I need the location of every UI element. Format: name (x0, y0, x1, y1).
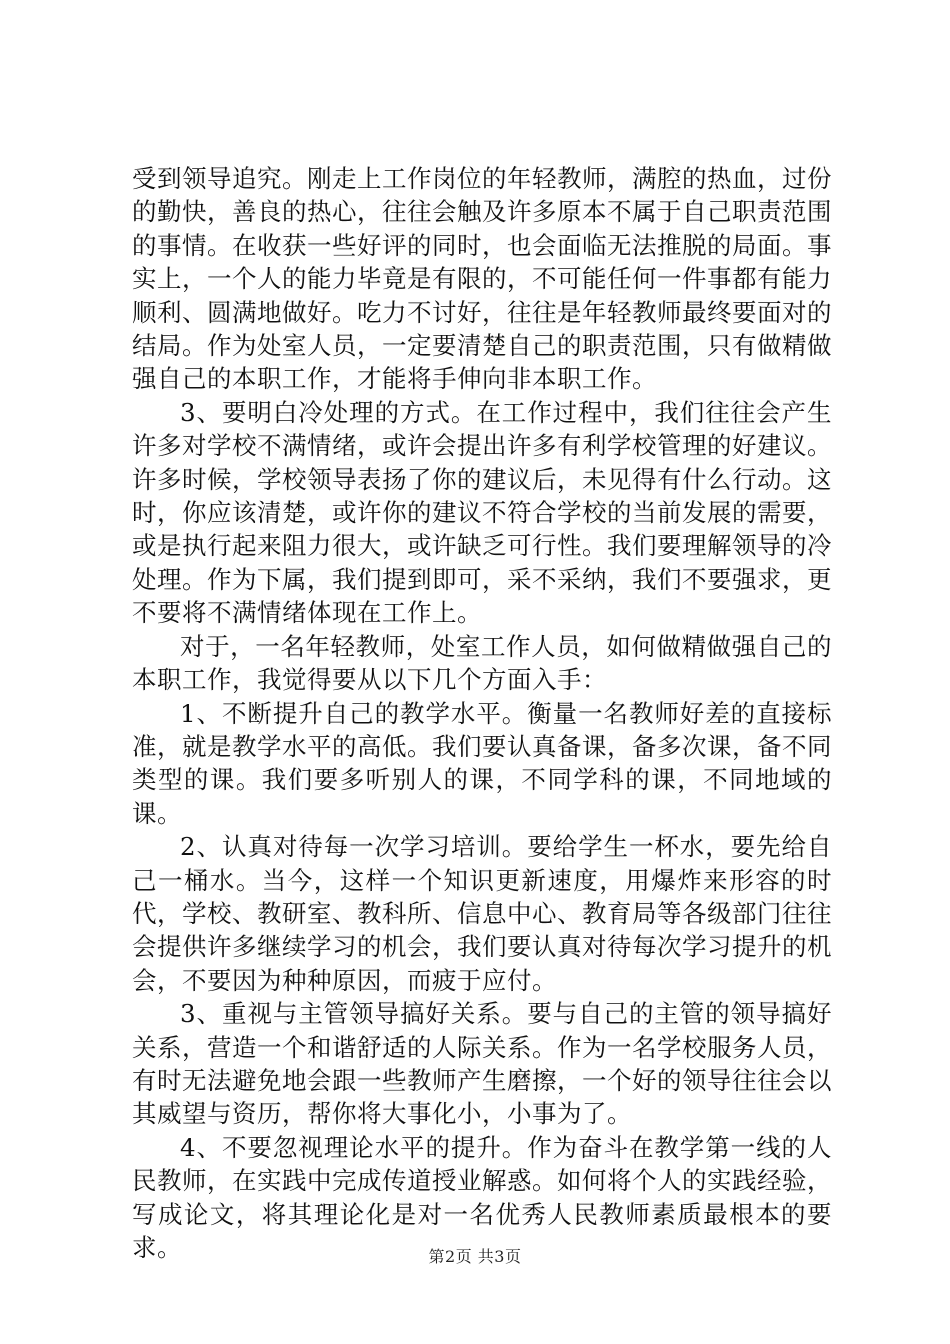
paragraph: 3、要明白冷处理的方式。在工作过程中，我们往往会产生许多对学校不满情绪，或许会提出许多有利学校管理的好建议。许多时候，学校领导表扬了你的建议后，未见得有什么行动。这时，你应该清楚，或许你的建议不符合学校的当前发展的需要，或是执行起来阻力很大，或许缺乏可行性。我们要理解领导的冷处理。作为下属，我们提到即可，采不采纳，我们不要强求，更不要将不满情绪体现在工作上。 (132, 397, 832, 628)
page-footer: 第2页 共3页 (428, 1247, 522, 1266)
document-body (132, 162, 832, 1264)
paragraph: 2、认真对待每一次学习培训。要给学生一杯水，要先给自己一桶水。当今，这样一个知识更新速度，用爆炸来形容的时代，学校、教研室、教科所、信息中心、教育局等各级部门往往会提供许多继续学习的机会，我们要认真对待每次学习提升的机会，不要因为种种原因，而疲于应付。 (132, 832, 832, 995)
paragraph: 4、不要忽视理论水平的提升。作为奋斗在教学第一线的人民教师，在实践中完成传道授业解惑。如何将个人的实践经验，写成论文，将其理论化是对一名优秀人民教师素质最根本的要求。 (132, 1132, 832, 1262)
paragraph: 对于，一名年轻教师，处室工作人员，如何做精做强自己的本职工作，我觉得要从以下几个方面入手： (132, 631, 832, 695)
paragraph: 受到领导追究。刚走上工作岗位的年轻教师，满腔的热血，过份的勤快，善良的热心，往往会触及许多原本不属于自己职责范围的事情。在收获一些好评的同时，也会面临无法推脱的局面。事实上，一个人的能力毕竟是有限的，不可能任何一件事都有能力顺利、圆满地做好。吃力不讨好，往往是年轻教师最终要面对的结局。作为处室人员，一定要清楚自己的职责范围，只有做精做强自己的本职工作，才能将手伸向非本职工作。 (132, 164, 832, 394)
paragraph: 3、重视与主管领导搞好关系。要与自己的主管的领导搞好关系，营造一个和谐舒适的人际关系。作为一名学校服务人员，有时无法避免地会跟一些教师产生磨擦，一个好的领导往往会以其威望与资历，帮你将大事化小，小事为了。 (132, 999, 832, 1129)
paragraph: 1、不断提升自己的教学水平。衡量一名教师好差的直接标准，就是教学水平的高低。我们要认真备课，备多次课，备不同类型的课。我们要多听别人的课，不同学科的课，不同地域的课。 (132, 698, 832, 828)
